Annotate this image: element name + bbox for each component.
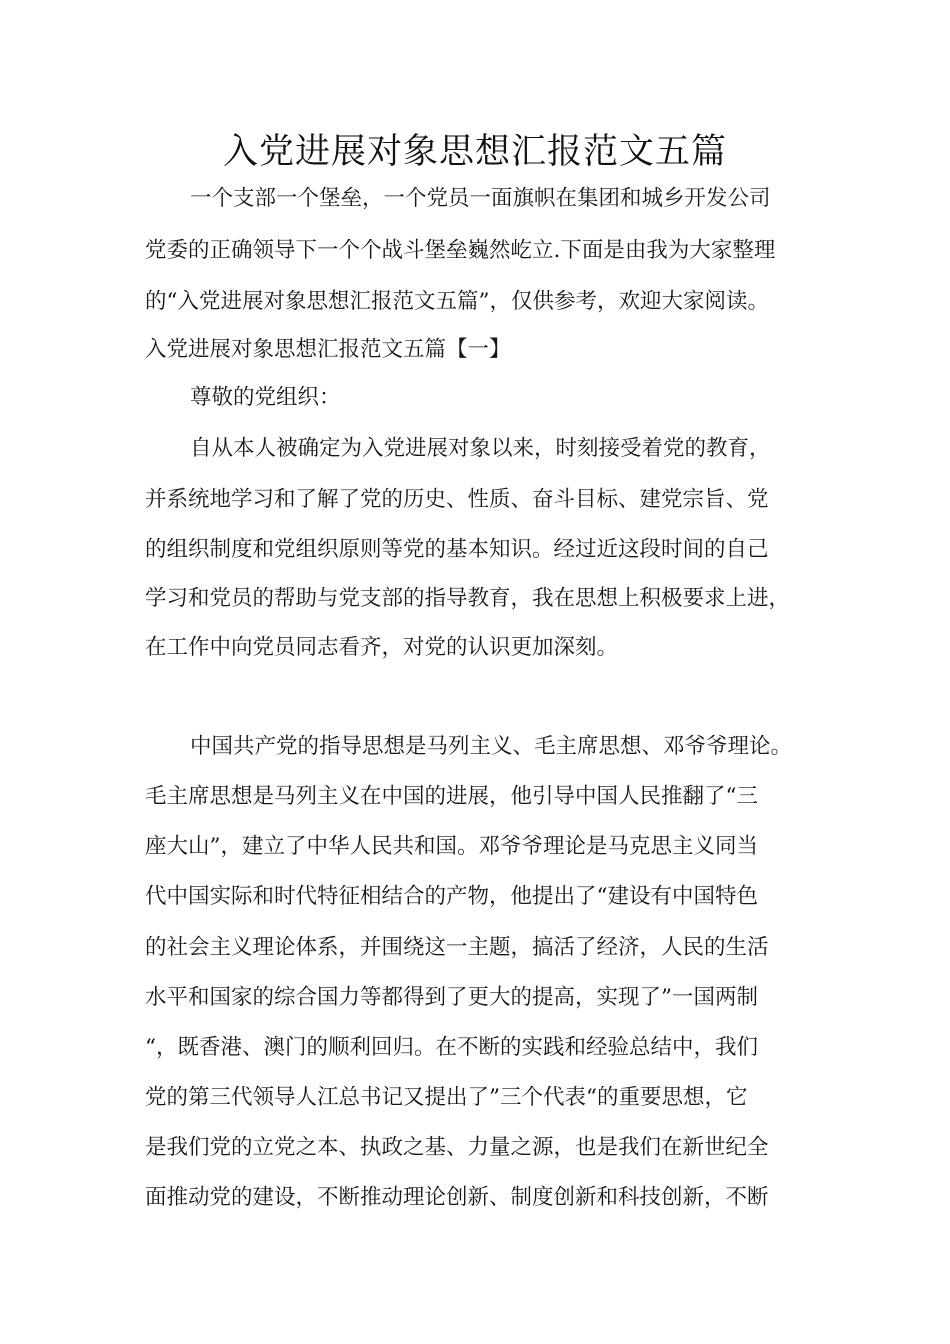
text-line: 中国共产党的指导思想是马列主义、毛主席思想、邓爷爷理论。 xyxy=(190,734,793,759)
text-line: 座大山”，建立了中华人民共和国。邓爷爷理论是马克思主义同当 xyxy=(145,834,758,859)
text-line: 党的第三代领导人江总书记又提出了”三个代表“的重要思想，它 xyxy=(145,1085,748,1110)
text-line: 一个支部一个堡垒，一个党员一面旗帜在集团和城乡开发公司 xyxy=(190,186,771,211)
salutation: 尊敬的党组织： xyxy=(190,385,341,410)
text-line: 代中国实际和时代特征相结合的产物，他提出了“建设有中国特色 xyxy=(145,884,758,909)
text-line: 学习和党员的帮助与党支部的指导教育，我在思想上积极要求上进， xyxy=(145,586,791,611)
text-line: 的社会主义理论体系，并围绕这一主题，搞活了经济，人民的生活 xyxy=(145,935,769,960)
text-line: 在工作中向党员同志看齐，对党的认识更加深刻。 xyxy=(145,635,619,660)
text-line: 党委的正确领导下一个个战斗堡垒巍然屹立.下面是由我为大家整理 xyxy=(145,238,776,263)
text-line: 水平和国家的综合国力等都得到了更大的提高，实现了”一国两制 xyxy=(145,985,758,1010)
text-line: 并系统地学习和了解了党的历史、性质、奋斗目标、建党宗旨、党 xyxy=(145,487,769,512)
text-line: 面推动党的建设，不断推动理论创新、制度创新和科技创新，不断 xyxy=(145,1185,769,1210)
text-line: 自从本人被确定为入党进展对象以来，时刻接受着党的教育， xyxy=(190,436,771,461)
text-line: 的组织制度和党组织原则等党的基本知识。经过近这段时间的自己 xyxy=(145,537,769,562)
text-line: 毛主席思想是马列主义在中国的进展，他引导中国人民推翻了“三 xyxy=(145,784,758,809)
text-line: 是我们党的立党之本、执政之基、力量之源，也是我们在新世纪全 xyxy=(145,1135,769,1160)
text-line: 的“入党进展对象思想汇报范文五篇”，仅供参考，欢迎大家阅读。 xyxy=(145,289,769,314)
text-line: “，既香港、澳门的顺利回归。在不断的实践和经验总结中，我们 xyxy=(145,1035,758,1060)
section-heading: 入党进展对象思想汇报范文五篇【一】 xyxy=(145,337,511,362)
document-title: 入党进展对象思想汇报范文五篇 xyxy=(222,132,727,172)
